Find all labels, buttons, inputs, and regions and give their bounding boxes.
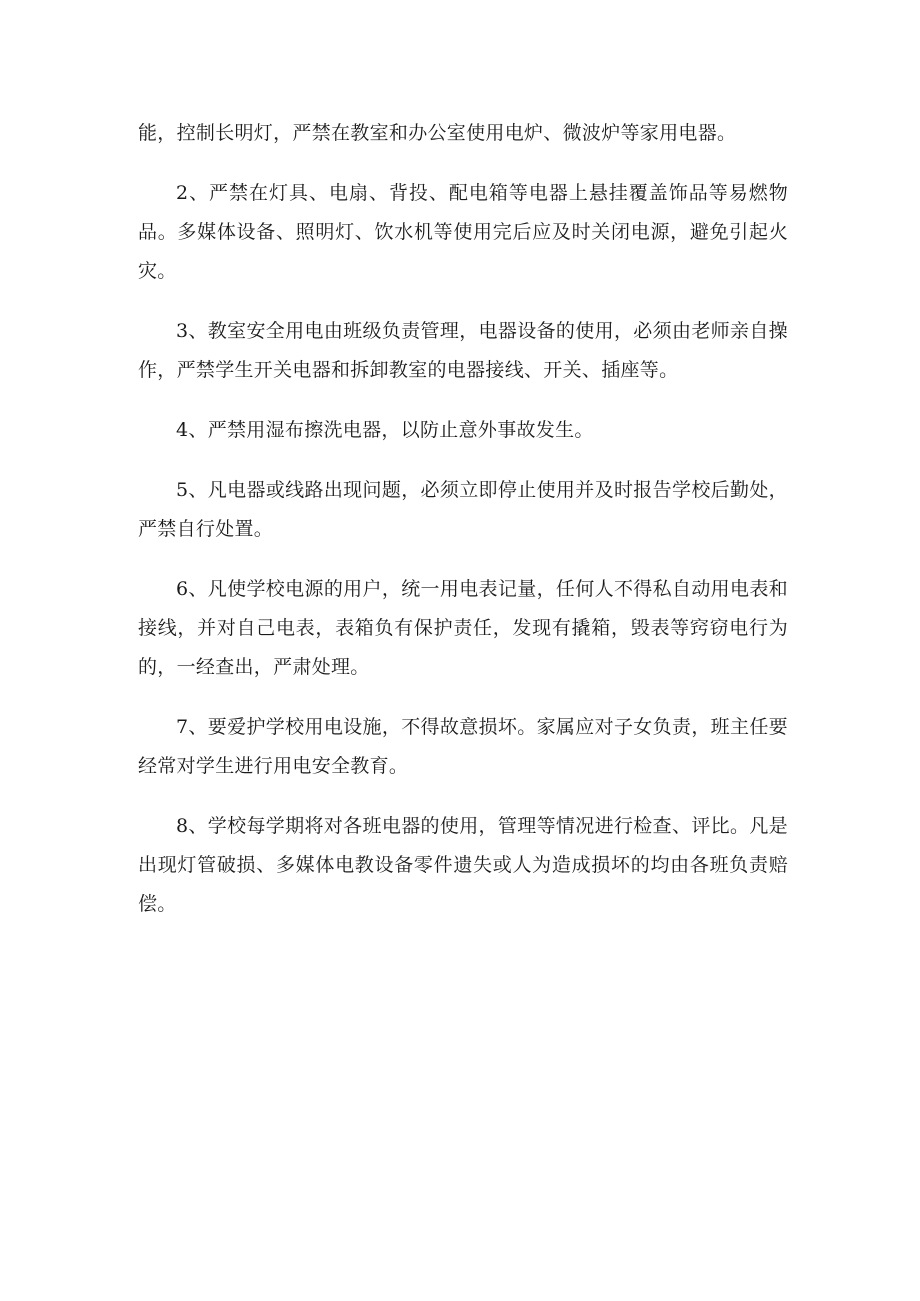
- document-body: [138, 114, 788, 924]
- paragraph-item-6: 6、凡使学校电源的用户，统一用电表记量，任何人不得私自动用电表和接线，并对自己电表，表箱负有保护责任，发现有撬箱，毁表等窍窃电行为的，一经查出，严肃处理。: [138, 578, 788, 678]
- paragraph-item-4: 4、严禁用湿布擦洗电器，以防止意外事故发生。: [176, 419, 594, 441]
- paragraph-continuation: 能，控制长明灯，严禁在教室和办公室使用电炉、微波炉等家用电器。: [138, 122, 737, 144]
- paragraph-item-3: 3、教室安全用电由班级负责管理，电器设备的使用，必须由老师亲自操作，严禁学生开关电器和拆卸教室的电器接线、开关、插座等。: [138, 320, 788, 381]
- paragraph-item-8: 8、学校每学期将对各班电器的使用，管理等情况进行检查、评比。凡是出现灯管破损、多媒体电教设备零件遗失或人为造成损坏的均由各班负责赔偿。: [138, 815, 788, 915]
- paragraph-item-7: 7、要爱护学校用电设施，不得故意损坏。家属应对子女负责，班主任要经常对学生进行用电安全教育。: [138, 716, 788, 777]
- paragraph-item-2: 2、严禁在灯具、电扇、背投、配电箱等电器上悬挂覆盖饰品等易燃物品。多媒体设备、照明灯、饮水机等使用完后应及时关闭电源，避免引起火灾。: [138, 182, 788, 282]
- paragraph-item-5: 5、凡电器或线路出现问题，必须立即停止使用并及时报告学校后勤处，严禁自行处置。: [138, 479, 788, 540]
